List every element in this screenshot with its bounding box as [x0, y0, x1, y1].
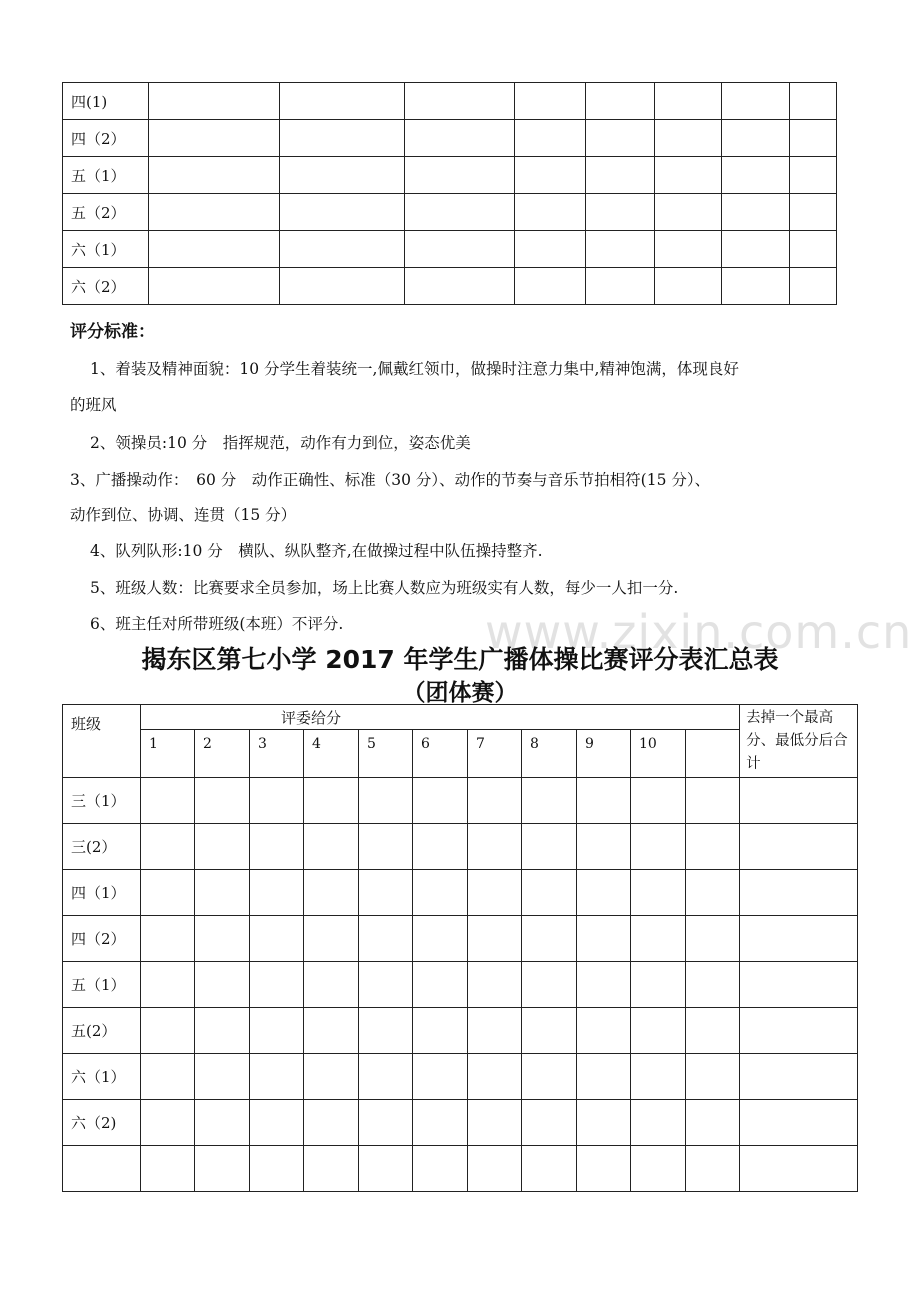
score-cell	[280, 157, 405, 194]
score-cell	[413, 1008, 468, 1054]
score-cell	[359, 778, 413, 824]
score-cell	[655, 268, 722, 305]
class-label	[63, 1146, 141, 1192]
score-cell	[515, 268, 586, 305]
score-cell	[722, 268, 790, 305]
criteria-item-3: 3、广播操动作： 60 分 动作正确性、标准（30 分）、动作的节奏与音乐节拍相符(15 分）、	[70, 471, 711, 489]
score-cell	[586, 194, 655, 231]
score-cell	[250, 916, 304, 962]
score-cell	[304, 916, 359, 962]
judge-number-row	[63, 730, 858, 778]
criteria-item-1: 1、着装及精神面貌：10 分学生着装统一,佩戴红领巾，做操时注意力集中,精神饱满，体现良好	[90, 360, 739, 378]
judge-number: 3	[250, 730, 304, 778]
score-cell	[280, 120, 405, 157]
total-cell	[740, 870, 858, 916]
score-cell	[686, 778, 740, 824]
score-cell	[195, 1054, 250, 1100]
top-score-table	[62, 82, 837, 305]
score-cell	[790, 194, 837, 231]
score-cell	[631, 870, 686, 916]
score-cell	[655, 120, 722, 157]
score-cell	[722, 120, 790, 157]
class-label: 四（2）	[63, 916, 141, 962]
summary-subtitle: （团体赛）	[402, 680, 518, 706]
score-cell	[468, 1008, 522, 1054]
score-cell	[141, 778, 195, 824]
score-cell	[141, 824, 195, 870]
score-cell	[413, 824, 468, 870]
score-cell	[149, 83, 280, 120]
table-row	[63, 824, 858, 870]
score-cell	[405, 194, 515, 231]
score-cell	[304, 824, 359, 870]
class-label: 五（1）	[63, 157, 149, 194]
score-cell	[522, 1054, 577, 1100]
total-cell	[740, 1008, 858, 1054]
total-cell	[740, 916, 858, 962]
score-cell	[631, 1008, 686, 1054]
judge-number: 7	[468, 730, 522, 778]
score-cell	[149, 120, 280, 157]
score-cell	[405, 157, 515, 194]
score-cell	[195, 1146, 250, 1192]
score-cell	[577, 916, 631, 962]
table-row	[63, 1100, 858, 1146]
score-cell	[195, 1008, 250, 1054]
score-cell	[195, 778, 250, 824]
total-cell	[740, 778, 858, 824]
table-row	[63, 194, 837, 231]
score-cell	[686, 1054, 740, 1100]
score-cell	[790, 157, 837, 194]
score-cell	[468, 778, 522, 824]
score-cell	[195, 962, 250, 1008]
total-cell	[740, 1100, 858, 1146]
score-cell	[577, 1146, 631, 1192]
criteria-item-5: 5、班级人数：比赛要求全员参加，场上比赛人数应为班级实有人数，每少一人扣一分.	[90, 579, 679, 597]
score-cell	[586, 157, 655, 194]
score-cell	[631, 1100, 686, 1146]
score-cell	[280, 194, 405, 231]
judge-number	[686, 730, 740, 778]
watermark: www.zixin.com.cn	[485, 605, 913, 659]
score-cell	[304, 778, 359, 824]
score-cell	[522, 1146, 577, 1192]
score-cell	[722, 157, 790, 194]
score-cell	[359, 870, 413, 916]
table-row	[63, 778, 858, 824]
table-row	[63, 268, 837, 305]
score-cell	[250, 1100, 304, 1146]
score-cell	[631, 1054, 686, 1100]
score-cell	[577, 1100, 631, 1146]
score-cell	[631, 1146, 686, 1192]
score-cell	[405, 120, 515, 157]
score-cell	[722, 231, 790, 268]
judge-number: 2	[195, 730, 250, 778]
header-result: 去掉一个最高分、最低分后合计	[740, 705, 858, 778]
score-cell	[686, 1008, 740, 1054]
score-cell	[304, 870, 359, 916]
score-cell	[405, 231, 515, 268]
total-cell	[740, 824, 858, 870]
score-cell	[149, 157, 280, 194]
table-row	[63, 916, 858, 962]
score-cell	[280, 231, 405, 268]
score-cell	[413, 1146, 468, 1192]
score-cell	[195, 1100, 250, 1146]
table-row	[63, 120, 837, 157]
score-cell	[522, 1100, 577, 1146]
score-cell	[359, 1054, 413, 1100]
score-cell	[250, 778, 304, 824]
score-cell	[359, 916, 413, 962]
score-cell	[515, 231, 586, 268]
score-cell	[655, 83, 722, 120]
judge-number: 1	[141, 730, 195, 778]
score-cell	[359, 1100, 413, 1146]
judge-number: 5	[359, 730, 413, 778]
judge-number: 8	[522, 730, 577, 778]
score-cell	[577, 778, 631, 824]
score-cell	[250, 962, 304, 1008]
score-cell	[141, 1008, 195, 1054]
score-cell	[522, 870, 577, 916]
score-cell	[686, 916, 740, 962]
score-cell	[468, 1146, 522, 1192]
score-cell	[515, 120, 586, 157]
table-row	[63, 83, 837, 120]
table-row	[63, 1146, 858, 1192]
class-label: 三（1）	[63, 778, 141, 824]
score-cell	[304, 1054, 359, 1100]
score-cell	[195, 916, 250, 962]
judge-number: 9	[577, 730, 631, 778]
score-cell	[250, 1054, 304, 1100]
score-cell	[149, 268, 280, 305]
criteria-item-1-cont: 的班风	[70, 396, 117, 414]
score-cell	[359, 824, 413, 870]
score-cell	[413, 1054, 468, 1100]
score-cell	[577, 870, 631, 916]
score-cell	[413, 1100, 468, 1146]
score-cell	[250, 870, 304, 916]
score-cell	[586, 231, 655, 268]
score-cell	[468, 824, 522, 870]
score-cell	[631, 962, 686, 1008]
score-cell	[250, 1146, 304, 1192]
score-cell	[141, 870, 195, 916]
score-cell	[631, 824, 686, 870]
score-cell	[413, 778, 468, 824]
class-label: 五（1）	[63, 962, 141, 1008]
score-cell	[141, 916, 195, 962]
table-row	[63, 157, 837, 194]
score-cell	[515, 83, 586, 120]
score-cell	[577, 962, 631, 1008]
header-judges: 评委给分	[141, 705, 740, 730]
score-cell	[686, 1146, 740, 1192]
judge-number: 6	[413, 730, 468, 778]
score-cell	[722, 83, 790, 120]
score-cell	[304, 962, 359, 1008]
score-cell	[577, 1008, 631, 1054]
table-row	[63, 870, 858, 916]
score-cell	[515, 194, 586, 231]
score-cell	[141, 1054, 195, 1100]
score-cell	[586, 120, 655, 157]
score-cell	[280, 268, 405, 305]
score-cell	[515, 157, 586, 194]
score-cell	[522, 916, 577, 962]
score-cell	[413, 916, 468, 962]
class-label: 四(1)	[63, 83, 149, 120]
score-cell	[790, 231, 837, 268]
score-cell	[686, 870, 740, 916]
score-cell	[280, 83, 405, 120]
table-row	[63, 1054, 858, 1100]
class-label: 五（2）	[63, 194, 149, 231]
criteria-title: 评分标准：	[70, 322, 155, 342]
criteria-item-2: 2、领操员:10 分 指挥规范，动作有力到位，姿态优美	[90, 434, 471, 452]
score-cell	[586, 268, 655, 305]
score-cell	[655, 231, 722, 268]
score-cell	[468, 870, 522, 916]
score-cell	[655, 157, 722, 194]
criteria-item-4: 4、队列队形:10 分 横队、纵队整齐,在做操过程中队伍操持整齐.	[90, 542, 543, 560]
score-cell	[141, 1146, 195, 1192]
score-cell	[359, 962, 413, 1008]
score-cell	[686, 1100, 740, 1146]
score-cell	[468, 1100, 522, 1146]
score-cell	[359, 1146, 413, 1192]
judge-number: 10	[631, 730, 686, 778]
criteria-item-3-cont: 动作到位、协调、连贯（15 分）	[70, 506, 297, 524]
score-cell	[522, 1008, 577, 1054]
score-cell	[522, 962, 577, 1008]
score-cell	[522, 824, 577, 870]
score-cell	[250, 824, 304, 870]
criteria-item-6: 6、班主任对所带班级(本班）不评分.	[90, 615, 344, 633]
score-cell	[141, 1100, 195, 1146]
summary-title: 揭东区第七小学 2017 年学生广播体操比赛评分表汇总表	[141, 645, 779, 674]
header-class: 班级	[63, 705, 141, 778]
score-cell	[149, 194, 280, 231]
score-cell	[468, 962, 522, 1008]
score-cell	[631, 778, 686, 824]
score-cell	[577, 824, 631, 870]
score-cell	[522, 778, 577, 824]
score-cell	[405, 268, 515, 305]
score-cell	[468, 916, 522, 962]
score-cell	[686, 824, 740, 870]
total-cell	[740, 1054, 858, 1100]
table-row	[63, 962, 858, 1008]
score-cell	[577, 1054, 631, 1100]
score-cell	[413, 870, 468, 916]
class-label: 五(2）	[63, 1008, 141, 1054]
score-cell	[195, 824, 250, 870]
class-label: 六（2)	[63, 1100, 141, 1146]
score-cell	[141, 962, 195, 1008]
score-cell	[655, 194, 722, 231]
score-cell	[790, 83, 837, 120]
score-cell	[250, 1008, 304, 1054]
score-cell	[405, 83, 515, 120]
score-cell	[686, 962, 740, 1008]
class-label: 四（2）	[63, 120, 149, 157]
class-label: 三(2）	[63, 824, 141, 870]
score-cell	[722, 194, 790, 231]
score-cell	[586, 83, 655, 120]
score-cell	[631, 916, 686, 962]
score-cell	[790, 120, 837, 157]
score-cell	[790, 268, 837, 305]
summary-score-table	[62, 704, 858, 1192]
score-cell	[149, 231, 280, 268]
score-cell	[359, 1008, 413, 1054]
total-cell	[740, 962, 858, 1008]
table-row	[63, 1008, 858, 1054]
score-cell	[304, 1008, 359, 1054]
score-cell	[468, 1054, 522, 1100]
judge-number: 4	[304, 730, 359, 778]
score-cell	[304, 1146, 359, 1192]
class-label: 六（1）	[63, 231, 149, 268]
table-row	[63, 231, 837, 268]
score-cell	[304, 1100, 359, 1146]
class-label: 六（2）	[63, 268, 149, 305]
class-label: 六（1）	[63, 1054, 141, 1100]
score-cell	[413, 962, 468, 1008]
total-cell	[740, 1146, 858, 1192]
class-label: 四（1）	[63, 870, 141, 916]
score-cell	[195, 870, 250, 916]
